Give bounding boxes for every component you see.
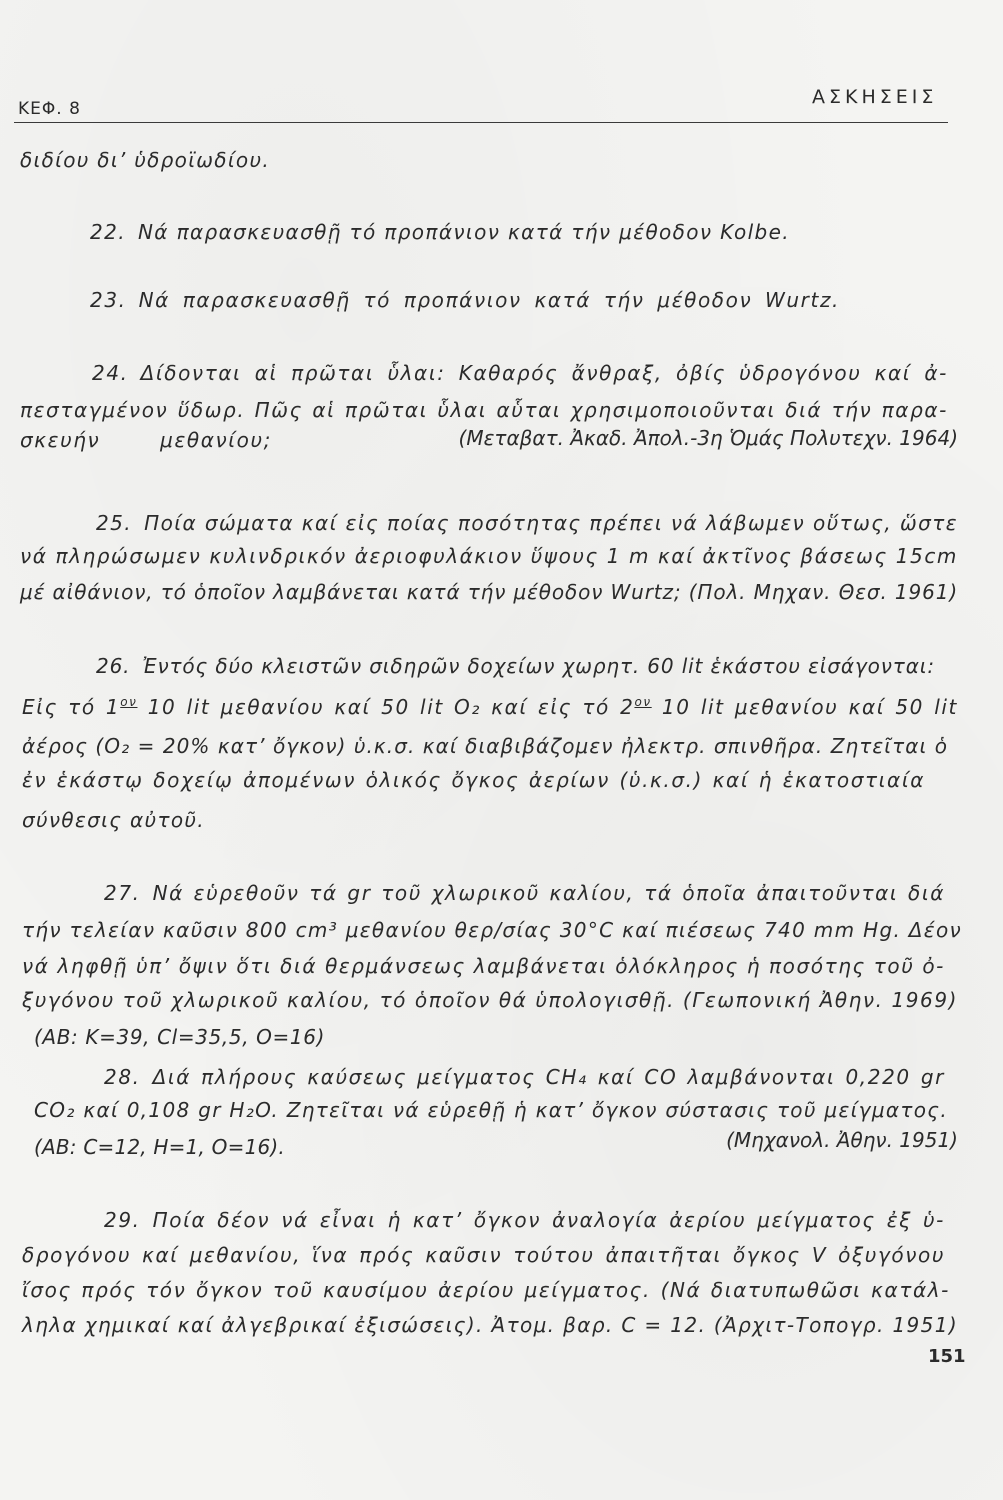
exercise-number: 23.	[90, 288, 127, 312]
ordinal-suffix: ον	[634, 695, 652, 709]
exercise-28-line-1	[104, 1065, 945, 1089]
continuation-line: διδίου δι’ ὑδροϊωδίου.	[20, 148, 270, 172]
exercise-22-line-1	[90, 220, 790, 244]
line-text: Ποία σώματα καί εἰς ποίας ποσότητας πρέπει νά λάβωμεν οὕτως, ὥστε	[144, 511, 958, 535]
exercise-25-line-1	[96, 511, 958, 535]
header-rule	[14, 122, 948, 123]
exercise-27-line-5: (ΑΒ: K=39, Cl=35,5, O=16)	[34, 1025, 325, 1049]
exercise-number: 25.	[96, 511, 133, 535]
section-title: ΑΣΚΗΣΕΙΣ	[812, 86, 938, 108]
exercise-27-line-4: ξυγόνου τοῦ χλωρικοῦ καλίου, τό ὁποῖον θά ὑπολογισθῇ. (Γεωπονική Ἀθην. 1969)	[22, 988, 958, 1012]
exercise-27-line-1	[104, 881, 945, 905]
exercise-28-line-2: CO₂ καί 0,108 gr H₂O. Ζητεῖται νά εὑρεθῇ ἡ κατ’ ὄγκον σύστασις τοῦ μείγματος.	[34, 1098, 948, 1122]
line-text: Ποία δέον νά εἶναι ἡ κατ’ ὄγκον ἀναλογία ἀερίου μείγματος ἐξ ὑ-	[152, 1208, 945, 1232]
exercise-29-line-4: ληλα χημικαί καί ἀλγεβρικαί ἐξισώσεις). Ἀτομ. βαρ. C = 12. (Ἀρχιτ-Τοπογρ. 1951)	[22, 1313, 958, 1337]
exercise-number: 24.	[92, 361, 129, 385]
exercise-24-line-1	[92, 361, 948, 385]
exercise-number: 28.	[104, 1065, 141, 1089]
line-text: Δίδονται αἱ πρῶται ὗλαι: Καθαρός ἄνθραξ, ὀβίς ὑδρογόνου καί ἀ-	[140, 361, 948, 385]
exercise-27-line-2: τήν τελείαν καῦσιν 800 cm³ μεθανίου θερ/σίας 30°C καί πιέσεως 740 mm Hg. Δέον	[22, 918, 962, 942]
exercise-26-line-3: ἀέρος (O₂ = 20% κατ’ ὄγκον) ὑ.κ.σ. καί διαβιβάζομεν ἠλεκτρ. σπινθῆρα. Ζητεῖται ὁ	[22, 734, 948, 758]
exercise-number: 29.	[104, 1208, 141, 1232]
exercise-23-line-1	[90, 288, 840, 312]
line-text: Διά πλήρους καύσεως μείγματος CH₄ καί CO λαμβάνονται 0,220 gr	[152, 1065, 945, 1089]
exercise-24-line-3: σκευήν μεθανίου;	[20, 428, 272, 452]
exercise-28-source: (Μηχανολ. Ἀθην. 1951)	[726, 1128, 958, 1152]
exercise-28-line-3: (ΑΒ: C=12, H=1, O=16).	[34, 1135, 285, 1159]
exercise-29-line-1	[104, 1208, 945, 1232]
exercise-24-line-2: πεσταγμένον ὕδωρ. Πῶς αἱ πρῶται ὗλαι αὗται χρησιμοποιοῦνται διά τήν παρα-	[20, 398, 948, 422]
exercise-25-line-3: μέ αἰθάνιον, τό ὁποῖον λαμβάνεται κατά τήν μέθοδον Wurtz; (Πολ. Μηχαν. Θεσ. 1961)	[20, 580, 958, 604]
exercise-26-line-1	[96, 654, 935, 678]
exercise-number: 26.	[96, 654, 131, 678]
line-text: Νά εὑρεθοῦν τά gr τοῦ χλωρικοῦ καλίου, τά ὁποῖα ἀπαιτοῦνται διά	[152, 881, 945, 905]
line-text: Ἐντός δύο κλειστῶν σιδηρῶν δοχείων χωρητ. 60 lit ἑκάστου εἰσάγονται:	[142, 654, 935, 678]
exercise-26-line-4: ἐν ἑκάστῳ δοχείῳ ἀπομένων ὁλικός ὄγκος ἀερίων (ὑ.κ.σ.) καί ἡ ἑκατοστιαία	[22, 768, 925, 792]
ordinal-suffix: ον	[120, 695, 138, 709]
page-number: 151	[928, 1346, 966, 1367]
line-text: 10 lit μεθανίου καί 50 lit O₂ καί εἰς τό 2	[137, 695, 635, 719]
line-text: Νά παρασκευασθῇ τό προπάνιον κατά τήν μέθοδον Wurtz.	[138, 288, 840, 312]
line-text: Εἰς τό 1	[22, 695, 121, 719]
exercise-24-source: (Μεταβατ. Ἀκαδ. Ἀπολ.-3η Ὁμάς Πολυτεχν. 1964)	[458, 426, 958, 450]
exercise-27-line-3: νά ληφθῇ ὑπ’ ὄψιν ὅτι διά θερμάνσεως λαμβάνεται ὁλόκληρος ἡ ποσότης τοῦ ὀ-	[22, 954, 945, 978]
exercise-number: 22.	[90, 220, 126, 244]
line-text: Νά παρασκευασθῇ τό προπάνιον κατά τήν μέθοδον Kolbe.	[137, 220, 790, 244]
exercise-number: 27.	[104, 881, 141, 905]
exercise-26-line-5: σύνθεσις αὐτοῦ.	[22, 808, 205, 832]
exercise-25-line-2: νά πληρώσωμεν κυλινδρικόν ἀεριοφυλάκιον ὕψους 1 m καί ἀκτῖνος βάσεως 15cm	[20, 544, 958, 568]
chapter-label: ΚΕΦ. 8	[18, 99, 81, 119]
exercise-26-line-2	[22, 695, 958, 719]
exercise-29-line-2: δρογόνου καί μεθανίου, ἵνα πρός καῦσιν τούτου ἀπαιτῆται ὄγκος V ὀξυγόνου	[22, 1243, 945, 1267]
exercise-29-line-3: ἴσος πρός τόν ὄγκον τοῦ καυσίμου ἀερίου μείγματος. (Νά διατυπωθῶσι κατάλ-	[22, 1278, 950, 1302]
line-text: 10 lit μεθανίου καί 50 lit	[651, 695, 958, 719]
